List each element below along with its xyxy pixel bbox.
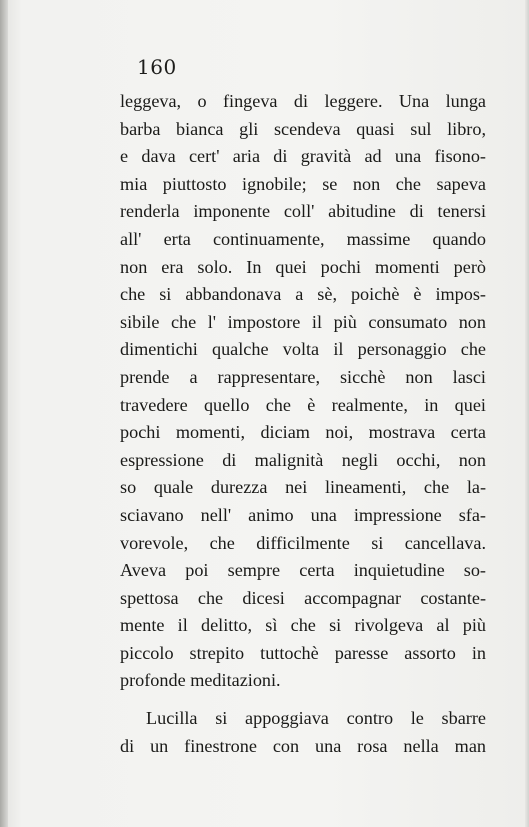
text-line: Lucilla si appoggiava contro le sbarre (146, 708, 486, 729)
text-line: sibile che l' impostore il più consumato non (120, 311, 486, 332)
text-line: barba bianca gli scendeva quasi sul libro, (120, 118, 486, 139)
text-line: spettosa che dicesi accompagnar costante- (120, 587, 486, 608)
text-line: Aveva poi sempre certa inquietudine so- (120, 560, 486, 581)
paragraph-gap (120, 695, 486, 705)
page-number: 160 (137, 55, 177, 79)
text-line: che si abbandonava a sè, poichè è impos- (120, 284, 486, 305)
text-line: so quale durezza nei lineamenti, che la- (120, 477, 486, 498)
text-line: di un finestrone con una rosa nella man (120, 735, 486, 756)
text-line: non era solo. In quei pochi momenti però (120, 256, 486, 277)
text-line: piccolo strepito tuttochè paresse assorto in (120, 642, 486, 663)
page-spine-shadow (0, 0, 8, 827)
text-line: travedere quello che è realmente, in quei (120, 394, 486, 415)
text-line: prende a rappresentare, sicchè non lasci (120, 366, 486, 387)
text-line: all' erta continuamente, massime quando (120, 228, 486, 249)
text-line: renderla imponente coll' abitudine di tenersi (120, 201, 486, 222)
text-line: espressione di malignità negli occhi, non (120, 449, 486, 470)
text-line: mente il delitto, sì che si rivolgeva al più (120, 615, 486, 636)
paragraph-1 (120, 88, 486, 695)
text-line: vorevole, che difficilmente si cancellava. (120, 532, 486, 553)
text-line: profonde meditazioni. (120, 670, 281, 691)
page-right-edge (525, 0, 529, 827)
text-block (120, 88, 486, 760)
text-line: e dava cert' aria di gravità ad una fisono- (120, 146, 486, 167)
text-line: mia piuttosto ignobile; se non che sapeva (120, 173, 486, 194)
paragraph-2 (120, 705, 486, 760)
text-line: sciavano nell' animo una impressione sfa- (120, 504, 486, 525)
text-line: leggeva, o fingeva di leggere. Una lunga (120, 91, 486, 111)
text-line: dimentichi qualche volta il personaggio che (120, 339, 486, 360)
text-line: pochi momenti, diciam noi, mostrava certa (120, 422, 486, 443)
